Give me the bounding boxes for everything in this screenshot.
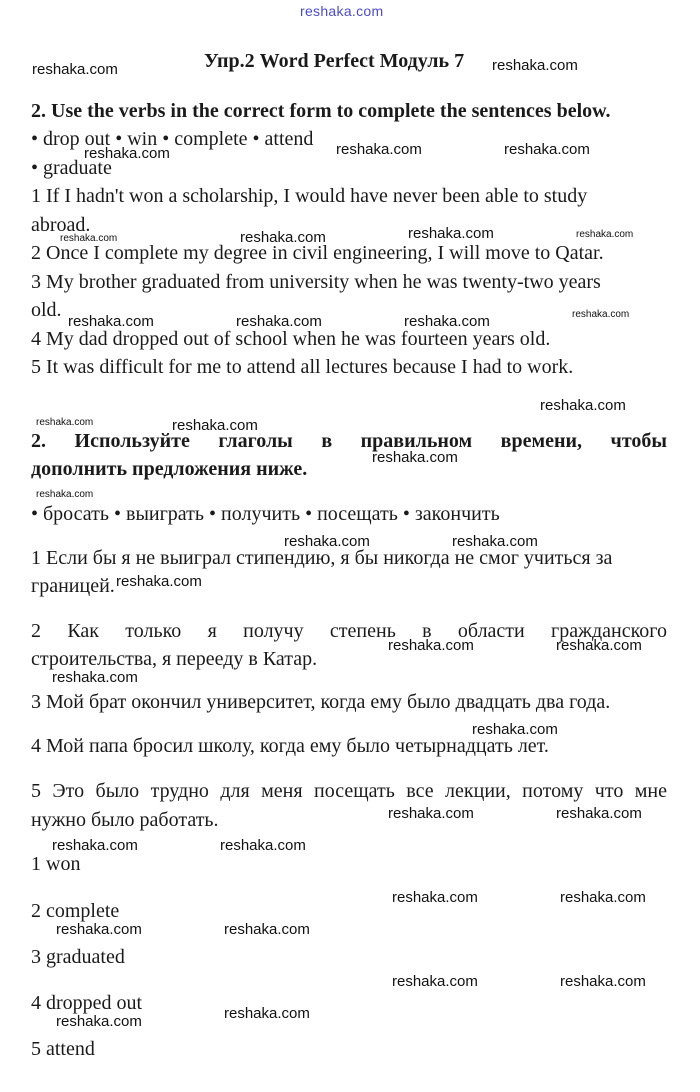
russian-sentence-2-line-2: строительства, я перееду в Катар. — [31, 648, 318, 670]
watermark: reshaka.com — [336, 141, 422, 158]
watermark: reshaka.com — [36, 417, 94, 428]
russian-sentence-2-line-1: 2 Как только я получу степень в области гражданского — [31, 620, 667, 642]
watermark: reshaka.com — [36, 489, 94, 500]
english-verbs-line-1: • drop out • win • complete • attend — [31, 128, 314, 150]
watermark: reshaka.com — [504, 141, 590, 158]
watermark: reshaka.com — [556, 637, 642, 654]
answer-3: 3 graduated — [31, 946, 125, 968]
watermark: reshaka.com — [56, 921, 142, 938]
russian-sentence-1-line-1: 1 Если бы я не выиграл стипендию, я бы никогда не смог учиться за — [31, 547, 613, 569]
english-sentence-4: 4 My dad dropped out of school when he was fourteen years old. — [31, 328, 551, 350]
watermark: reshaka.com — [452, 533, 538, 550]
answer-2: 2 complete — [31, 900, 120, 922]
watermark: reshaka.com — [372, 449, 458, 466]
english-sentence-1-line-1: 1 If I hadn't won a scholarship, I would have never been able to study — [31, 185, 588, 207]
russian-verbs: • бросать • выиграть • получить • посещать • закончить — [31, 503, 500, 525]
watermark: reshaka.com — [404, 313, 490, 330]
english-sentence-3-line-1: 3 My brother graduated from university when he was twenty-two years — [31, 271, 601, 293]
english-sentence-1-line-2: abroad. — [31, 214, 91, 236]
watermark: reshaka.com — [492, 57, 578, 74]
watermark: reshaka.com — [56, 1013, 142, 1030]
english-sentence-2: 2 Once I complete my degree in civil engineering, I will move to Qatar. — [31, 242, 604, 264]
site-link[interactable]: reshaka.com — [300, 3, 384, 19]
page-title: Упр.2 Word Perfect Модуль 7 — [204, 50, 465, 72]
watermark: reshaka.com — [392, 973, 478, 990]
russian-sentence-4: 4 Мой папа бросил школу, когда ему было четырнадцать лет. — [31, 735, 549, 757]
russian-task-heading-line-2: дополнить предложения ниже. — [31, 458, 308, 480]
watermark: reshaka.com — [116, 573, 202, 590]
watermark: reshaka.com — [236, 313, 322, 330]
watermark: reshaka.com — [32, 61, 118, 78]
russian-sentence-3: 3 Мой брат окончил университет, когда ему было двадцать два года. — [31, 691, 611, 713]
watermark: reshaka.com — [52, 669, 138, 686]
watermark: reshaka.com — [240, 229, 326, 246]
watermark: reshaka.com — [84, 145, 170, 162]
watermark: reshaka.com — [392, 889, 478, 906]
answer-1: 1 won — [31, 853, 81, 875]
watermark: reshaka.com — [556, 805, 642, 822]
answer-4: 4 dropped out — [31, 992, 143, 1014]
watermark: reshaka.com — [408, 225, 494, 242]
english-task-heading: 2. Use the verbs in the correct form to complete the sentences below. — [31, 100, 611, 122]
watermark: reshaka.com — [560, 973, 646, 990]
watermark: reshaka.com — [60, 233, 118, 244]
watermark: reshaka.com — [224, 921, 310, 938]
watermark: reshaka.com — [560, 889, 646, 906]
watermark: reshaka.com — [52, 837, 138, 854]
russian-sentence-5-line-1: 5 Это было трудно для меня посещать все лекции, потому что мне — [31, 780, 667, 802]
russian-task-heading-line-1: 2. Используйте глаголы в правильном времени, чтобы — [31, 430, 667, 452]
watermark: reshaka.com — [224, 1005, 310, 1022]
watermark: reshaka.com — [572, 309, 630, 320]
watermark: reshaka.com — [472, 721, 558, 738]
english-sentence-3-line-2: old. — [31, 299, 62, 321]
watermark: reshaka.com — [172, 417, 258, 434]
russian-sentence-5-line-2: нужно было работать. — [31, 809, 219, 831]
answer-5: 5 attend — [31, 1038, 95, 1060]
watermark: reshaka.com — [68, 313, 154, 330]
english-verbs-line-2: • graduate — [31, 157, 112, 179]
russian-sentence-1-line-2: границей. — [31, 575, 115, 597]
watermark: reshaka.com — [284, 533, 370, 550]
english-sentence-5: 5 It was difficult for me to attend all lectures because I had to work. — [31, 356, 574, 378]
watermark: reshaka.com — [388, 805, 474, 822]
watermark: reshaka.com — [220, 837, 306, 854]
watermark: reshaka.com — [540, 397, 626, 414]
watermark: reshaka.com — [388, 637, 474, 654]
watermark: reshaka.com — [576, 229, 634, 240]
